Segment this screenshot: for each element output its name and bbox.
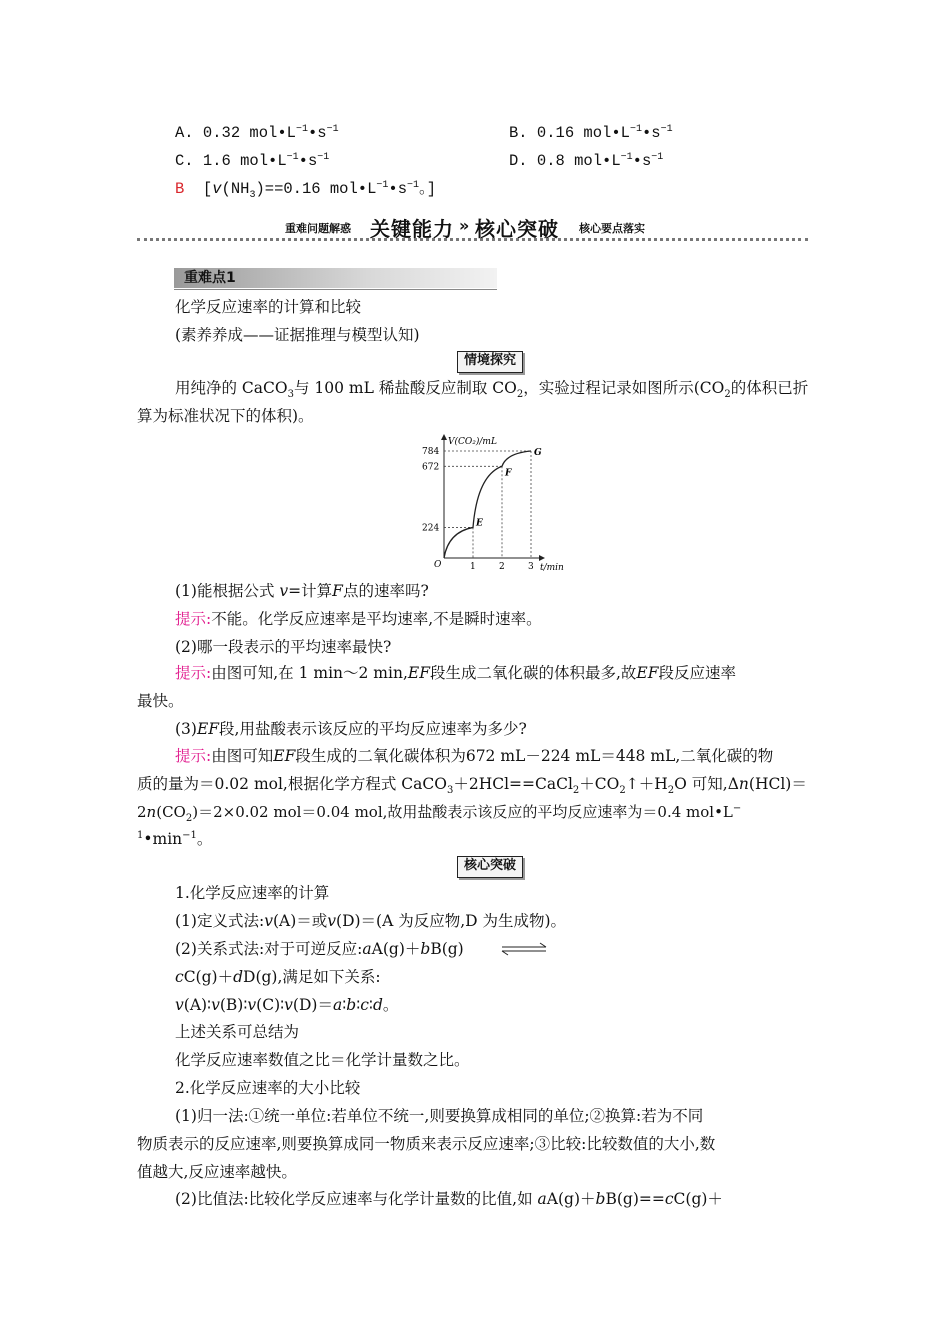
option-a-value: 0.32 mol•L: [202, 124, 296, 142]
core-p5: 上述关系可总结为: [175, 1023, 300, 1041]
colon: ∶: [342, 996, 347, 1014]
reversible-arrow-icon: [500, 942, 550, 956]
x-axis-arrow-icon: [539, 555, 545, 561]
answer-letter: B: [175, 180, 185, 198]
hint-label: 提示:: [175, 664, 212, 682]
answer-3-line-3: [137, 802, 741, 822]
text: 段生成的二氧化碳体积为672 mL－224 mL＝448 mL,二氧化碳的物: [295, 747, 774, 765]
banner-title-2: 核心突破: [475, 217, 559, 241]
y-axis-arrow-icon: [441, 434, 447, 440]
subscript: 2: [185, 813, 193, 824]
intro-line-2: 算为标准状况下的体积)。: [137, 407, 314, 425]
section-banner: [137, 212, 808, 244]
banner-arrow-icon: »: [459, 216, 471, 235]
option-b-letter: B.: [509, 124, 528, 142]
option-d: [509, 151, 663, 171]
chart-group: [422, 434, 564, 573]
option-c-value: 1.6 mol•L: [202, 152, 287, 170]
text: (HCl)＝: [748, 775, 807, 793]
text: 由图可知,在 1 min～2 min,: [211, 664, 408, 682]
y-tick-label: 224: [422, 523, 440, 534]
option-d-letter: D.: [509, 152, 528, 170]
exp: −1: [629, 123, 642, 135]
text: (C)∶: [256, 996, 285, 1014]
coef-a: a: [332, 996, 343, 1014]
v-symbol: v: [284, 996, 293, 1014]
ef-symbol: EF: [196, 720, 220, 738]
answer-1: [175, 609, 542, 629]
text: (1)能根据公式: [175, 582, 275, 600]
core-p7: (1)归一法:①统一单位:若单位不统一,则要换算成相同的单位;②换算:若为不同: [175, 1107, 704, 1125]
core-p2: [175, 939, 464, 959]
x-axis-label: t/min: [540, 563, 564, 573]
section-subtitle: (素养养成——证据推理与模型认知): [175, 326, 420, 344]
subscript: 2: [724, 389, 731, 401]
text: O 可知,Δ: [674, 775, 739, 793]
coef-a: a: [537, 1190, 547, 1208]
banner-right: 核心要点落实: [579, 222, 645, 235]
banner-title-1: 关键能力: [370, 217, 454, 241]
question-1: [175, 581, 429, 601]
text: C(g)＋: [673, 1190, 723, 1208]
text: (D)＝(A 为反应物,D 为生成物)。: [336, 912, 567, 930]
coef-b: b: [595, 1190, 606, 1208]
unit-tail: •s: [298, 152, 318, 170]
text: 点的速率吗?: [342, 582, 429, 600]
tag-scenario: 情境探究: [457, 351, 523, 373]
coef-c: c: [360, 996, 369, 1014]
exp: −1: [651, 151, 664, 163]
core-p6: 化学反应速率数值之比＝化学计量数之比。: [175, 1051, 470, 1069]
core-p4: [175, 995, 398, 1015]
coef-a: a: [362, 940, 372, 958]
core-p10: [175, 1189, 723, 1209]
text: (A)＝或: [272, 912, 328, 930]
text: 质的量为＝0.02 mol,根据化学方程式 CaCO: [137, 775, 447, 793]
question-3: [175, 719, 527, 739]
text: 不能。化学反应速率是平均速率,不是瞬时速率。: [211, 610, 542, 628]
core-p1: [175, 911, 566, 931]
text: 用纯净的 CaCO: [175, 379, 288, 397]
text: •min: [143, 830, 183, 848]
text: (2)关系式法:对于可逆反应:: [175, 940, 363, 958]
exp: −1: [182, 829, 197, 841]
subscript: 3: [446, 785, 454, 797]
answer-3-line-1: [175, 746, 773, 766]
unit-tail: •s: [632, 152, 652, 170]
text: C(g)＋: [183, 968, 234, 986]
exp: −1: [286, 151, 299, 163]
hint-label: 提示:: [175, 610, 212, 628]
banner-left: 重难问题解惑: [285, 222, 351, 235]
ef-symbol: EF: [636, 664, 659, 682]
badge-label: 重难点1: [184, 270, 236, 286]
v-symbol: v: [211, 996, 220, 1014]
intro-line-1: [175, 378, 809, 401]
nh3: (NH: [221, 180, 250, 198]
coef-b: b: [346, 996, 357, 1014]
answer-value: )==0.16 mol•L: [255, 180, 377, 198]
x-tick-label: 3: [528, 562, 534, 572]
exp: −1: [620, 151, 633, 163]
core-heading-1: 1.化学反应速率的计算: [175, 884, 330, 902]
text: (1)定义式法:: [175, 912, 265, 930]
answer-3-line-2: [137, 774, 807, 797]
exp: −1: [660, 123, 673, 135]
exp: −1: [407, 179, 420, 191]
x-tick-label: 1: [470, 562, 476, 572]
text: 。: [382, 996, 399, 1014]
exp: −1: [295, 123, 308, 135]
text: (CO: [156, 803, 186, 821]
text: D(g),满足如下关系:: [243, 968, 381, 986]
exp: −1: [326, 123, 339, 135]
option-c: [175, 151, 329, 171]
coef-d: d: [372, 996, 383, 1014]
text: (B)∶: [219, 996, 248, 1014]
ef-symbol: EF: [407, 664, 430, 682]
option-d-value: 0.8 mol•L: [536, 152, 621, 170]
x-tick-label: 2: [499, 562, 505, 572]
text: A(g)＋: [546, 1190, 596, 1208]
text: A(g)＋: [371, 940, 421, 958]
subscript: 3: [287, 389, 294, 401]
bracket: [: [202, 180, 213, 198]
f-symbol: F: [332, 582, 343, 600]
y-tick-label: 784: [422, 447, 440, 458]
unit-tail: •s: [388, 180, 408, 198]
tag-core: 核心突破: [457, 856, 523, 878]
unit-tail: •s: [641, 124, 661, 142]
exp: −1: [317, 151, 330, 163]
text: B(g)==: [605, 1190, 665, 1208]
text: 。: [196, 830, 213, 848]
core-p8: 物质表示的反应速率,则要换算成同一物质来表示反应速率;③比较:比较数值的大小,数: [137, 1135, 716, 1153]
text: 段生成二氧化碳的体积最多,故: [429, 664, 637, 682]
answer-end: 。]: [419, 180, 437, 198]
text: 段,用盐酸表示该反应的平均反应速率为多少?: [219, 720, 527, 738]
subscript: 2: [619, 785, 626, 797]
answer-2-cont: 最快。: [137, 692, 184, 710]
text: 的体积已折: [730, 379, 809, 397]
badge-underline: [174, 289, 497, 290]
exp: −: [732, 803, 742, 814]
text: B(g): [430, 940, 464, 958]
subscript: 2: [516, 389, 524, 401]
v-symbol: v: [212, 180, 222, 198]
exp: 1: [137, 829, 144, 841]
text: (D)＝: [292, 996, 333, 1014]
ef-symbol: EF: [273, 747, 296, 765]
coef-d: d: [233, 968, 244, 986]
text: (2)比值法:比较化学反应速率与化学计量数的比值,如: [175, 1190, 533, 1208]
answer-2: [175, 663, 736, 683]
coef-c: c: [664, 1190, 674, 1208]
n-symbol: n: [738, 775, 749, 793]
core-heading-2: 2.化学反应速率的大小比较: [175, 1079, 361, 1097]
option-c-letter: C.: [175, 152, 194, 170]
colon: ∶: [356, 996, 361, 1014]
v-symbol: v: [175, 996, 184, 1014]
v-symbol: v: [264, 912, 273, 930]
text: (3): [175, 720, 197, 738]
difficulty-badge: [174, 268, 497, 288]
text: 段反应速率: [658, 664, 736, 682]
data-curve: [444, 451, 531, 558]
hint-label: 提示:: [175, 747, 212, 765]
section-title: 化学反应速率的计算和比较: [175, 298, 362, 316]
subscript: 2: [667, 785, 675, 797]
v-symbol: v: [279, 582, 289, 600]
text: 2: [137, 803, 147, 821]
text: 与 100 mL 稀盐酸反应制取 CO: [293, 379, 517, 397]
origin-label: O: [434, 560, 442, 570]
v-symbol: v: [327, 912, 337, 930]
unit-tail: •s: [307, 124, 327, 142]
text: (A)∶: [183, 996, 212, 1014]
answer-3-line-4: [137, 829, 212, 849]
text: ↑＋H: [625, 775, 668, 793]
text: ＋2HCl==CaCl: [453, 775, 573, 793]
text: ，实验过程记录如图所示(CO: [523, 379, 725, 397]
coef-b: b: [420, 940, 431, 958]
exp: −1: [376, 179, 389, 191]
core-p9: 值越大,反应速率越快。: [137, 1163, 297, 1181]
text: )＝2×0.02 mol＝0.04 mol,故用盐酸表示该反应的平均反应速率为＝0.4 mol•L: [192, 803, 733, 821]
y-axis-label: V(CO₂)/mL: [448, 437, 497, 447]
subscript: 3: [249, 190, 256, 202]
banner-divider: [137, 238, 808, 241]
y-tick-label: 672: [422, 462, 440, 473]
n-symbol: n: [146, 803, 157, 821]
question-2: (2)哪一段表示的平均速率最快?: [175, 638, 392, 656]
v-symbol: v: [247, 996, 257, 1014]
answer-line: [175, 179, 437, 202]
point-label-F: F: [505, 468, 512, 479]
point-label-G: G: [534, 448, 542, 459]
option-b: [509, 123, 673, 143]
colon: ∶: [368, 996, 373, 1014]
text: ＋CO: [579, 775, 620, 793]
subscript: 2: [572, 785, 580, 797]
co2-volume-chart: [415, 428, 575, 574]
text: =计算: [288, 582, 333, 600]
text: 由图可知: [211, 747, 274, 765]
option-a-letter: A.: [175, 124, 194, 142]
point-label-E: E: [476, 518, 483, 529]
option-a: [175, 123, 339, 143]
core-p3: [175, 967, 381, 987]
option-b-value: 0.16 mol•L: [536, 124, 630, 142]
coef-c: c: [175, 968, 184, 986]
